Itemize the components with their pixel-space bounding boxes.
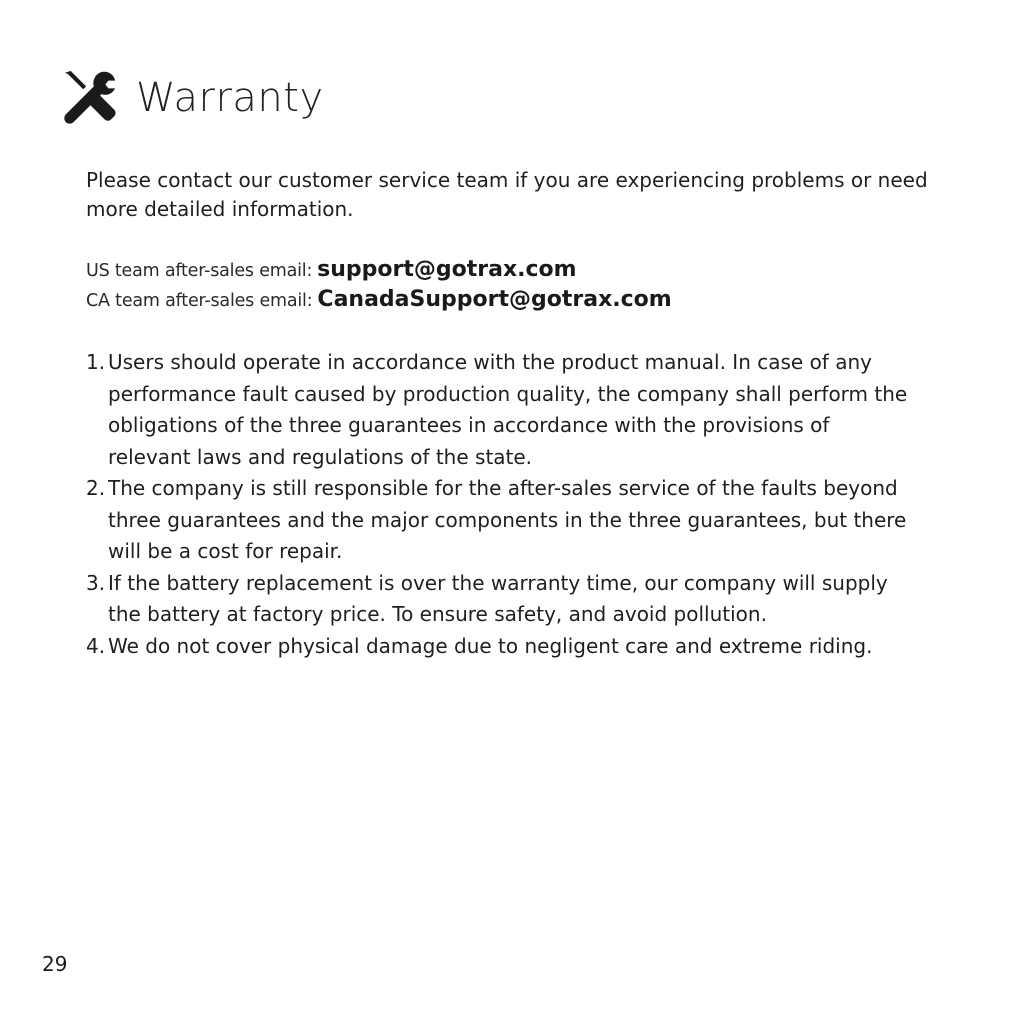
email-address-link[interactable]: CanadaSupport@gotrax.com <box>317 287 672 312</box>
list-item-number: 2. <box>86 476 106 500</box>
tools-icon <box>60 69 118 127</box>
list-item-number: 3. <box>86 570 106 595</box>
email-row-ca <box>86 287 946 317</box>
page-number: 29 <box>42 952 68 976</box>
list-item-text: If the battery replacement is over the warranty time, our company will supply the battery at factory price. To ensure safety, and avoid pollution. <box>108 570 888 626</box>
email-label: CA team after-sales email: <box>86 291 313 311</box>
intro-paragraph: Please contact our customer service team if you are experiencing problems or need more detailed information. <box>86 168 928 221</box>
email-label: US team after-sales email: <box>86 261 313 281</box>
list-item <box>86 631 946 663</box>
warranty-terms-list <box>86 347 946 662</box>
list-item-text: The company is still responsible for the after-sales service of the faults beyond three guarantees and the major components in the three guarantees, but there will be a cost for repair. <box>108 476 907 563</box>
list-item-number: 4. <box>86 633 106 658</box>
warranty-content <box>86 166 946 662</box>
list-item-text: Users should operate in accordance with the product manual. In case of any performance fault caused by production quality, the company shall perform the obligations of the three guarantees in accordance with the provisions of relevant laws and regulations of the state. <box>108 350 908 469</box>
page-title: Warranty <box>136 75 324 121</box>
list-item-text: We do not cover physical damage due to negligent care and extreme riding. <box>108 633 873 658</box>
list-item <box>86 568 946 631</box>
email-address-link[interactable]: support@gotrax.com <box>317 257 577 282</box>
email-list <box>86 257 946 317</box>
list-item <box>86 473 946 568</box>
page-header <box>60 66 324 130</box>
list-item <box>86 347 946 473</box>
list-item-number: 1. <box>86 350 106 374</box>
email-row-us <box>86 257 946 287</box>
